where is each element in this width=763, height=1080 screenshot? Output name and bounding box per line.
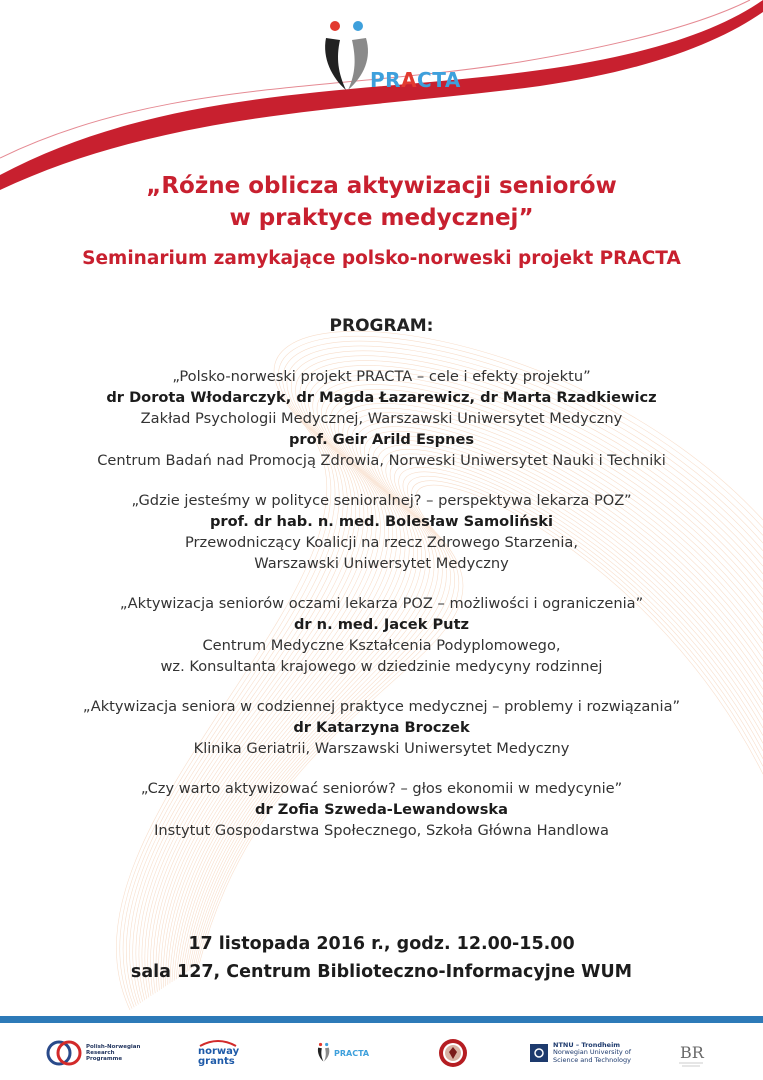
footer-divider bbox=[0, 1016, 763, 1023]
talk-title: „Aktywizacja seniorów oczami lekarza POZ – możliwości i ograniczenia” bbox=[119, 595, 644, 612]
ntnu-logo bbox=[530, 1033, 631, 1073]
pnrp-text bbox=[86, 1044, 140, 1062]
event-venue: sala 127, Centrum Biblioteczno-Informacyjne WUM bbox=[130, 962, 633, 982]
affiliation: Warszawski Uniwersytet Medyczny bbox=[254, 555, 509, 572]
talk-title: „Polsko-norweski projekt PRACTA – cele i efekty projektu” bbox=[172, 368, 591, 385]
title-line-1: „Różne oblicza aktywizacji seniorów bbox=[146, 173, 617, 199]
pnrp-line-1: Polish-Norwegian bbox=[86, 1044, 141, 1050]
talk-title: „Czy warto aktywizować seniorów? – głos ekonomii w medycynie” bbox=[140, 780, 623, 797]
affiliation: Centrum Medyczne Kształcenia Podyplomowego, bbox=[202, 637, 561, 654]
talk-title: „Aktywizacja seniora w codziennej praktyce medycznej – problemy i rozwiązania” bbox=[82, 698, 681, 715]
br-logo bbox=[676, 1033, 706, 1073]
affiliation: Centrum Badań nad Promocją Zdrowia, Norweski Uniwersytet Nauki i Techniki bbox=[97, 452, 666, 469]
agenda-item bbox=[0, 366, 763, 471]
logo-text-part3: CTA bbox=[417, 68, 461, 92]
norway-line-2: grants bbox=[198, 1056, 235, 1067]
affiliation: Klinika Geriatrii, Warszawski Uniwersytet Medyczny bbox=[193, 740, 570, 757]
br-monogram-icon bbox=[676, 1038, 706, 1068]
talk-title: „Gdzie jesteśmy w polityce senioralnej? – perspektywa lekarza POZ” bbox=[131, 492, 632, 509]
ntnu-line-1: NTNU – Trondheim bbox=[553, 1040, 621, 1049]
affiliation: wz. Konsultanta krajowego w dziedzinie medycyny rodzinnej bbox=[160, 658, 603, 675]
agenda-item bbox=[0, 593, 763, 677]
svg-text:BR: BR bbox=[680, 1043, 704, 1062]
speaker: prof. Geir Arild Espnes bbox=[288, 431, 475, 448]
agenda-item bbox=[0, 778, 763, 841]
logo-text-part2: A bbox=[401, 68, 418, 92]
pnrp-logo bbox=[46, 1033, 140, 1073]
logo-text-part1: PR bbox=[370, 68, 402, 92]
speaker: dr Dorota Włodarczyk, dr Magda Łazarewicz, dr Marta Rzadkiewicz bbox=[106, 389, 657, 406]
speaker: dr Katarzyna Broczek bbox=[293, 719, 470, 736]
event-date-time: 17 listopada 2016 r., godz. 12.00-15.00 bbox=[188, 934, 575, 954]
agenda-item bbox=[0, 696, 763, 759]
heart-figures-small-icon bbox=[316, 1041, 332, 1065]
speaker: dr n. med. Jacek Putz bbox=[293, 616, 470, 633]
practa-footer-text: PRACTA bbox=[334, 1048, 370, 1058]
logo-text bbox=[370, 68, 461, 92]
ntnu-text bbox=[553, 1042, 631, 1065]
speaker: prof. dr hab. n. med. Bolesław Samoliński bbox=[209, 513, 553, 530]
wum-seal-logo bbox=[438, 1033, 468, 1073]
affiliation: Zakład Psychologii Medycznej, Warszawski Uniwersytet Medyczny bbox=[140, 410, 623, 427]
pnrp-rings-icon bbox=[46, 1040, 82, 1066]
ntnu-line-3: Science and Technology bbox=[553, 1055, 631, 1064]
affiliation: Przewodniczący Koalicji na rzecz Zdrowego Starzenia, bbox=[185, 534, 578, 551]
subtitle: Seminarium zamykające polsko-norweski projekt PRACTA bbox=[82, 248, 681, 269]
norway-grants-text bbox=[198, 1039, 239, 1067]
agenda-item bbox=[0, 490, 763, 574]
pnrp-line-3: Programme bbox=[86, 1056, 123, 1062]
ntnu-line-2: Norwegian University of bbox=[553, 1048, 632, 1057]
ntnu-square-icon bbox=[530, 1044, 548, 1062]
agenda bbox=[0, 366, 763, 860]
affiliation: Instytut Gospodarstwa Społecznego, Szkoła Główna Handlowa bbox=[154, 822, 609, 839]
norway-line-1: norway bbox=[198, 1046, 240, 1057]
practa-logo bbox=[318, 18, 468, 98]
practa-footer-logo bbox=[316, 1033, 369, 1073]
norway-grants-logo bbox=[198, 1033, 239, 1073]
pnrp-line-2: Research bbox=[86, 1050, 115, 1056]
speaker: dr Zofia Szweda-Lewandowska bbox=[255, 801, 508, 818]
university-seal-icon bbox=[438, 1038, 468, 1068]
title-line-2: w praktyce medycznej” bbox=[229, 205, 534, 231]
sponsor-logos bbox=[0, 1023, 763, 1080]
heart-figures-icon bbox=[318, 18, 378, 98]
program-heading: PROGRAM: bbox=[329, 316, 434, 336]
